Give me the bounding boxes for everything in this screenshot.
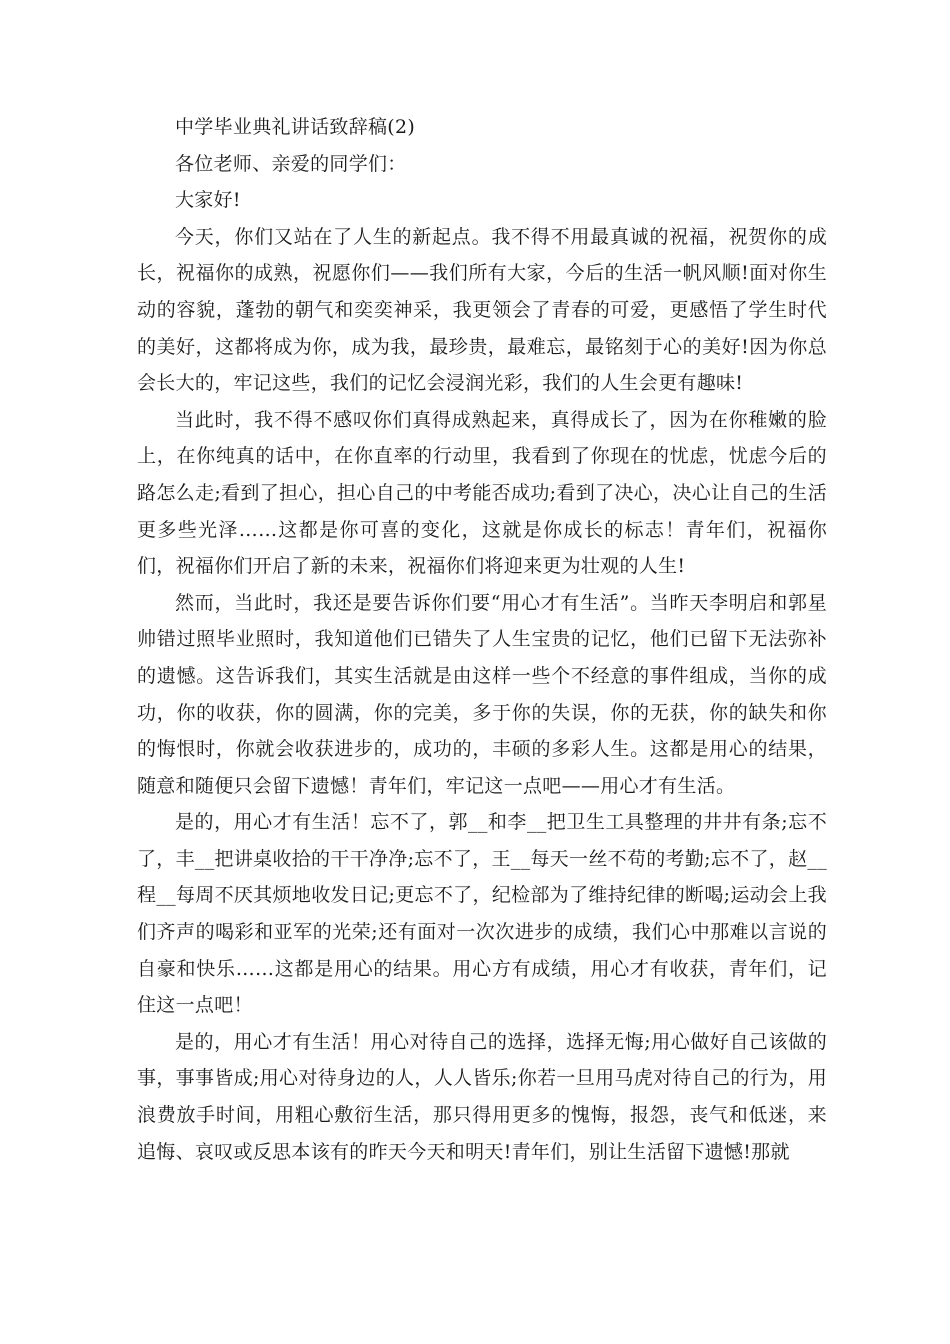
greeting: 大家好! [175, 189, 241, 212]
paragraph-4: 是的，用心才有生活！忘不了，郭__和李__把卫生工具整理的井井有条;忘不了，丰__把讲桌收拾的干干净净;忘不了，王__每天一丝不苟的考勤;忘不了，赵__程__每周不厌其烦地收发日记;更忘不了，纪检部为了维持纪律的断喝;运动会上我们齐声的喝彩和亚军的光荣;还有面对一次次进步的成绩，我们心中那难以言说的自豪和快乐……这都是用心的结果。用心方有成绩，用心才有收获，青年们，记住这一点吧！ [137, 811, 827, 1017]
document-title: 中学毕业典礼讲话致辞稿(2) [175, 116, 416, 138]
paragraph-1: 今天，你们又站在了人生的新起点。我不得不用最真诚的祝福，祝贺你的成长，祝福你的成熟，祝愿你们——我们所有大家，今后的生活一帆风顺!面对你生动的容貌，蓬勃的朝气和奕奕神采，我更领会了青春的可爱，更感悟了学生时代的美好，这都将成为你，成为我，最珍贵，最难忘，最铭刻于心的美好!因为你总会长大的，牢记这些，我们的记忆会浸润光彩，我们的人生会更有趣味! [137, 225, 827, 395]
paragraph-2: 当此时，我不得不感叹你们真得成熟起来，真得成长了，因为在你稚嫩的脸上，在你纯真的话中，在你直率的行动里，我看到了你现在的忧虑，忧虑今后的路怎么走;看到了担心，担心自己的中考能否成功;看到了决心，决心让自己的生活更多些光泽……这都是你可喜的变化，这就是你成长的标志！青年们，祝福你们，祝福你们开启了新的未来，祝福你们将迎来更为壮观的人生! [137, 408, 827, 578]
document-body [137, 109, 827, 1170]
paragraph-3: 然而，当此时，我还是要告诉你们要“用心才有生活”。当昨天李明启和郭星帅错过照毕业照时，我知道他们已错失了人生宝贵的记忆，他们已留下无法弥补的遗憾。这告诉我们，其实生活就是由这样一些个不经意的事件组成，当你的成功，你的收获，你的圆满，你的完美，多于你的失误，你的无获，你的缺失和你的悔恨时，你就会收获进步的，成功的，丰硕的多彩人生。这都是用心的结果，随意和随便只会留下遗憾！青年们，牢记这一点吧——用心才有生活。 [137, 591, 827, 797]
paragraph-5: 是的，用心才有生活！用心对待自己的选择，选择无悔;用心做好自己该做的事，事事皆成;用心对待身边的人，人人皆乐;你若一旦用马虎对待自己的行为，用浪费放手时间，用粗心敷衍生活，那只得用更多的愧悔，报怨，丧气和低迷，来追悔、哀叹或反思本该有的昨天今天和明天!青年们，别让生活留下遗憾!那就 [137, 1030, 827, 1163]
salutation: 各位老师、亲爱的同学们： [175, 152, 407, 175]
